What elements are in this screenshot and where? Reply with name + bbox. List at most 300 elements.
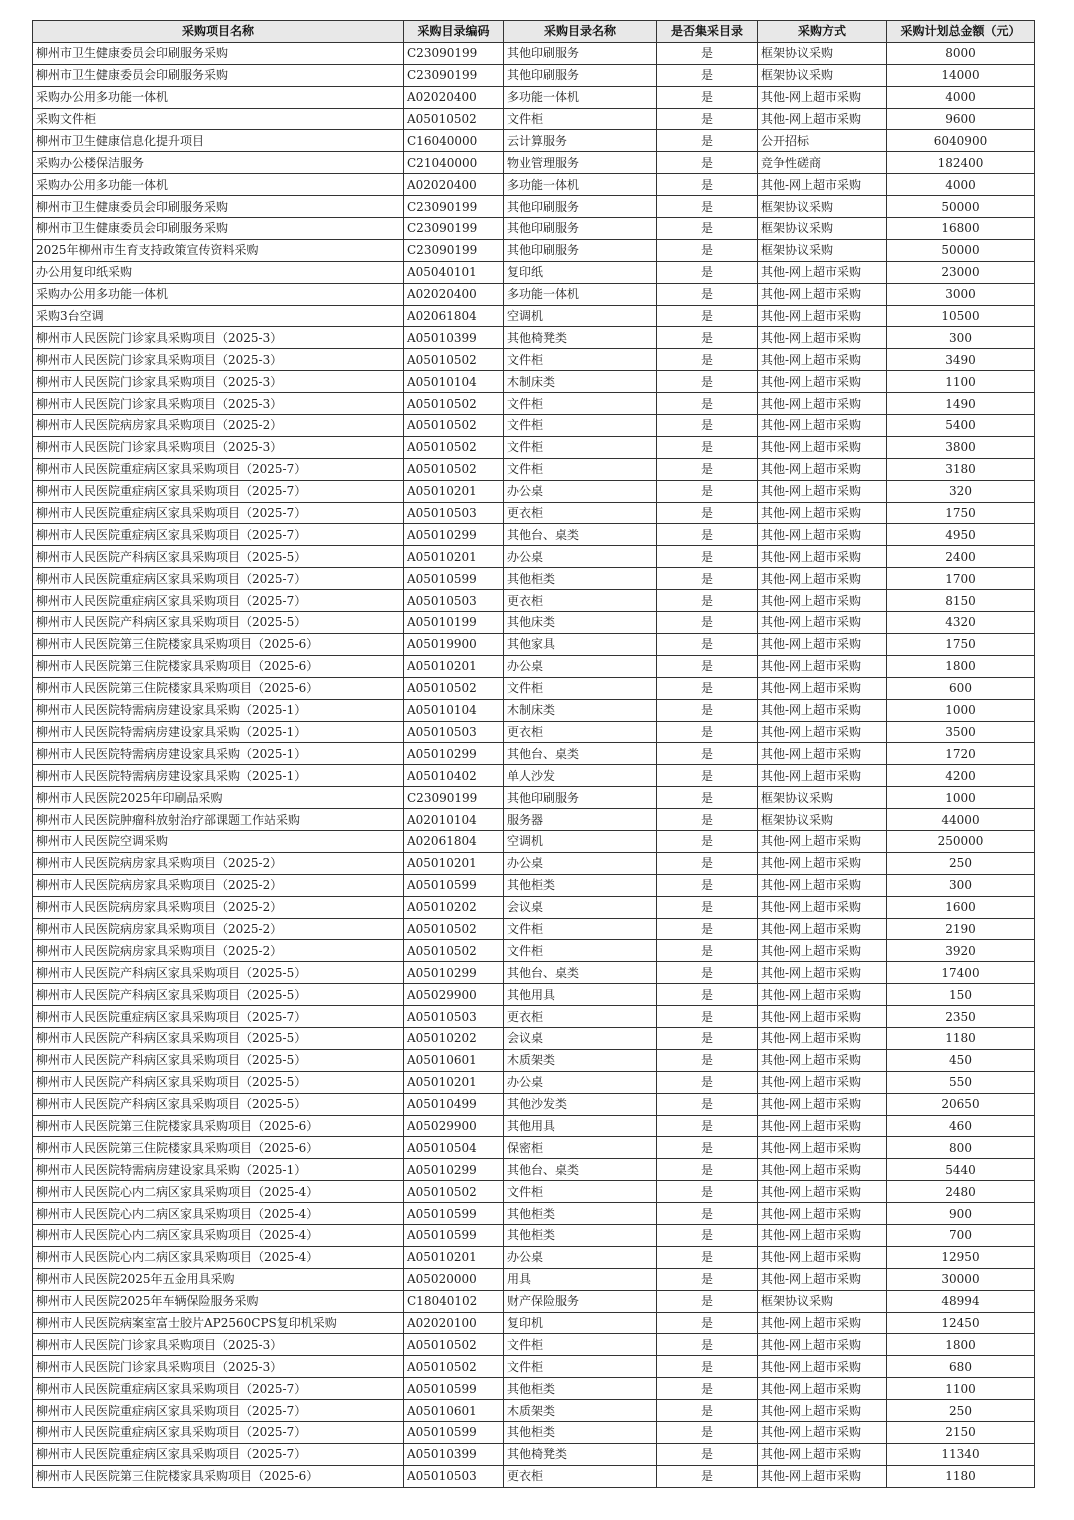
cell-amount: 3800 xyxy=(887,436,1035,458)
cell-catalog-name: 其他柜类 xyxy=(504,874,657,896)
cell-catalog-code: A05040101 xyxy=(404,261,504,283)
table-row xyxy=(33,130,1035,152)
cell-project-name: 柳州市人民医院空调采购 xyxy=(33,830,404,852)
cell-centralized: 是 xyxy=(657,809,758,831)
cell-catalog-code: A05010599 xyxy=(404,1224,504,1246)
cell-centralized: 是 xyxy=(657,393,758,415)
cell-centralized: 是 xyxy=(657,1049,758,1071)
cell-centralized: 是 xyxy=(657,1159,758,1181)
cell-catalog-code: A05029900 xyxy=(404,1115,504,1137)
table-row xyxy=(33,349,1035,371)
cell-catalog-name: 更衣柜 xyxy=(504,1465,657,1487)
cell-project-name: 柳州市人民医院重症病区家具采购项目（2025-7） xyxy=(33,502,404,524)
cell-catalog-code: A05010201 xyxy=(404,1246,504,1268)
cell-catalog-code: A05010599 xyxy=(404,568,504,590)
cell-catalog-code: A05010502 xyxy=(404,1356,504,1378)
cell-method: 竞争性磋商 xyxy=(758,152,887,174)
cell-centralized: 是 xyxy=(657,568,758,590)
cell-catalog-name: 其他椅凳类 xyxy=(504,1443,657,1465)
cell-method: 其他-网上超市采购 xyxy=(758,1443,887,1465)
cell-project-name: 采购办公用多功能一体机 xyxy=(33,86,404,108)
cell-centralized: 是 xyxy=(657,524,758,546)
cell-project-name: 柳州市人民医院产科病区家具采购项目（2025-5） xyxy=(33,1027,404,1049)
table-row xyxy=(33,480,1035,502)
cell-catalog-code: A02020400 xyxy=(404,86,504,108)
cell-catalog-code: A05010503 xyxy=(404,1006,504,1028)
cell-method: 其他-网上超市采购 xyxy=(758,1115,887,1137)
cell-catalog-name: 木质架类 xyxy=(504,1400,657,1422)
cell-amount: 1750 xyxy=(887,633,1035,655)
table-row xyxy=(33,809,1035,831)
table-row xyxy=(33,436,1035,458)
cell-centralized: 是 xyxy=(657,1115,758,1137)
cell-amount: 450 xyxy=(887,1049,1035,1071)
cell-amount: 250000 xyxy=(887,830,1035,852)
cell-amount: 12450 xyxy=(887,1312,1035,1334)
cell-catalog-code: A05010299 xyxy=(404,962,504,984)
table-row xyxy=(33,174,1035,196)
cell-catalog-code: A05010299 xyxy=(404,743,504,765)
cell-project-name: 柳州市人民医院第三住院楼家具采购项目（2025-6） xyxy=(33,655,404,677)
table-row xyxy=(33,152,1035,174)
cell-catalog-name: 其他椅凳类 xyxy=(504,327,657,349)
table-row xyxy=(33,393,1035,415)
cell-project-name: 柳州市卫生健康委员会印刷服务采购 xyxy=(33,64,404,86)
cell-catalog-name: 单人沙发 xyxy=(504,765,657,787)
cell-amount: 250 xyxy=(887,852,1035,874)
cell-project-name: 柳州市人民医院重症病区家具采购项目（2025-7） xyxy=(33,524,404,546)
cell-centralized: 是 xyxy=(657,962,758,984)
cell-method: 其他-网上超市采购 xyxy=(758,1049,887,1071)
cell-method: 其他-网上超市采购 xyxy=(758,896,887,918)
table-header-row xyxy=(33,21,1035,43)
cell-method: 其他-网上超市采购 xyxy=(758,86,887,108)
cell-centralized: 是 xyxy=(657,283,758,305)
header-catalog-name: 采购目录名称 xyxy=(504,21,657,43)
cell-project-name: 柳州市人民医院门诊家具采购项目（2025-3） xyxy=(33,393,404,415)
cell-amount: 1000 xyxy=(887,699,1035,721)
table-row xyxy=(33,1356,1035,1378)
cell-project-name: 柳州市人民医院门诊家具采购项目（2025-3） xyxy=(33,349,404,371)
cell-catalog-code: A05010503 xyxy=(404,502,504,524)
cell-amount: 900 xyxy=(887,1203,1035,1225)
cell-centralized: 是 xyxy=(657,830,758,852)
cell-catalog-code: A05019900 xyxy=(404,633,504,655)
cell-method: 其他-网上超市采购 xyxy=(758,1400,887,1422)
cell-amount: 20650 xyxy=(887,1093,1035,1115)
cell-catalog-code: A05010104 xyxy=(404,699,504,721)
cell-amount: 3180 xyxy=(887,458,1035,480)
cell-method: 其他-网上超市采购 xyxy=(758,1181,887,1203)
cell-method: 其他-网上超市采购 xyxy=(758,283,887,305)
table-row xyxy=(33,1334,1035,1356)
cell-method: 框架协议采购 xyxy=(758,787,887,809)
cell-project-name: 2025年柳州市生育支持政策宣传资料采购 xyxy=(33,239,404,261)
table-row xyxy=(33,218,1035,240)
cell-catalog-name: 文件柜 xyxy=(504,1356,657,1378)
table-row xyxy=(33,1181,1035,1203)
cell-catalog-name: 文件柜 xyxy=(504,1334,657,1356)
cell-method: 其他-网上超市采购 xyxy=(758,1137,887,1159)
cell-catalog-name: 其他台、桌类 xyxy=(504,743,657,765)
cell-catalog-code: A05010502 xyxy=(404,918,504,940)
cell-project-name: 柳州市人民医院重症病区家具采购项目（2025-7） xyxy=(33,1422,404,1444)
cell-method: 其他-网上超市采购 xyxy=(758,765,887,787)
cell-catalog-name: 其他印刷服务 xyxy=(504,239,657,261)
cell-catalog-code: C23090199 xyxy=(404,218,504,240)
cell-project-name: 柳州市人民医院病房家具采购项目（2025-2） xyxy=(33,874,404,896)
cell-method: 其他-网上超市采购 xyxy=(758,349,887,371)
cell-catalog-name: 文件柜 xyxy=(504,1181,657,1203)
cell-centralized: 是 xyxy=(657,743,758,765)
cell-catalog-code: A02010104 xyxy=(404,809,504,831)
cell-method: 其他-网上超市采购 xyxy=(758,1027,887,1049)
cell-centralized: 是 xyxy=(657,612,758,634)
header-amount: 采购计划总金额（元） xyxy=(887,21,1035,43)
cell-amount: 1180 xyxy=(887,1027,1035,1049)
cell-catalog-code: A05010502 xyxy=(404,393,504,415)
cell-catalog-code: A05010201 xyxy=(404,655,504,677)
cell-centralized: 是 xyxy=(657,480,758,502)
cell-centralized: 是 xyxy=(657,984,758,1006)
cell-centralized: 是 xyxy=(657,699,758,721)
cell-catalog-code: A05010503 xyxy=(404,1465,504,1487)
cell-catalog-name: 其他印刷服务 xyxy=(504,64,657,86)
cell-method: 其他-网上超市采购 xyxy=(758,1224,887,1246)
cell-centralized: 是 xyxy=(657,349,758,371)
cell-centralized: 是 xyxy=(657,305,758,327)
cell-amount: 300 xyxy=(887,327,1035,349)
cell-method: 其他-网上超市采购 xyxy=(758,458,887,480)
table-row xyxy=(33,415,1035,437)
table-row xyxy=(33,64,1035,86)
table-row xyxy=(33,1224,1035,1246)
table-row xyxy=(33,1443,1035,1465)
cell-centralized: 是 xyxy=(657,436,758,458)
cell-method: 其他-网上超市采购 xyxy=(758,721,887,743)
table-row xyxy=(33,1093,1035,1115)
cell-catalog-name: 其他印刷服务 xyxy=(504,787,657,809)
cell-catalog-name: 物业管理服务 xyxy=(504,152,657,174)
cell-centralized: 是 xyxy=(657,1071,758,1093)
cell-catalog-code: C23090199 xyxy=(404,42,504,64)
cell-method: 其他-网上超市采购 xyxy=(758,1422,887,1444)
cell-amount: 50000 xyxy=(887,196,1035,218)
cell-method: 框架协议采购 xyxy=(758,64,887,86)
cell-method: 框架协议采购 xyxy=(758,1290,887,1312)
cell-catalog-code: A02061804 xyxy=(404,305,504,327)
cell-project-name: 柳州市人民医院产科病区家具采购项目（2025-5） xyxy=(33,962,404,984)
cell-catalog-name: 木质架类 xyxy=(504,1049,657,1071)
cell-centralized: 是 xyxy=(657,765,758,787)
cell-catalog-name: 文件柜 xyxy=(504,436,657,458)
cell-catalog-name: 文件柜 xyxy=(504,677,657,699)
cell-amount: 1100 xyxy=(887,371,1035,393)
cell-project-name: 柳州市卫生健康委员会印刷服务采购 xyxy=(33,218,404,240)
cell-method: 框架协议采购 xyxy=(758,809,887,831)
cell-method: 其他-网上超市采购 xyxy=(758,1246,887,1268)
table-row xyxy=(33,196,1035,218)
cell-method: 其他-网上超市采购 xyxy=(758,261,887,283)
cell-project-name: 柳州市人民医院门诊家具采购项目（2025-3） xyxy=(33,1334,404,1356)
header-catalog-code: 采购目录编码 xyxy=(404,21,504,43)
cell-amount: 1800 xyxy=(887,655,1035,677)
cell-centralized: 是 xyxy=(657,458,758,480)
cell-centralized: 是 xyxy=(657,874,758,896)
cell-centralized: 是 xyxy=(657,1378,758,1400)
cell-catalog-code: A05010599 xyxy=(404,874,504,896)
header-method: 采购方式 xyxy=(758,21,887,43)
table-row xyxy=(33,1312,1035,1334)
table-row xyxy=(33,940,1035,962)
cell-method: 其他-网上超市采购 xyxy=(758,699,887,721)
cell-project-name: 柳州市人民医院第三住院楼家具采购项目（2025-6） xyxy=(33,1465,404,1487)
cell-catalog-code: A05010504 xyxy=(404,1137,504,1159)
cell-centralized: 是 xyxy=(657,218,758,240)
cell-project-name: 柳州市人民医院心内二病区家具采购项目（2025-4） xyxy=(33,1246,404,1268)
cell-catalog-name: 文件柜 xyxy=(504,918,657,940)
cell-amount: 5400 xyxy=(887,415,1035,437)
cell-method: 其他-网上超市采购 xyxy=(758,633,887,655)
cell-amount: 50000 xyxy=(887,239,1035,261)
cell-catalog-name: 其他印刷服务 xyxy=(504,218,657,240)
cell-project-name: 采购3台空调 xyxy=(33,305,404,327)
cell-amount: 1700 xyxy=(887,568,1035,590)
cell-project-name: 柳州市人民医院肿瘤科放射治疗部课题工作站采购 xyxy=(33,809,404,831)
cell-centralized: 是 xyxy=(657,1137,758,1159)
cell-project-name: 柳州市人民医院病房家具采购项目（2025-2） xyxy=(33,852,404,874)
cell-centralized: 是 xyxy=(657,261,758,283)
cell-catalog-code: A02020400 xyxy=(404,174,504,196)
cell-project-name: 办公用复印纸采购 xyxy=(33,261,404,283)
cell-catalog-code: C21040000 xyxy=(404,152,504,174)
cell-method: 其他-网上超市采购 xyxy=(758,546,887,568)
cell-method: 其他-网上超市采购 xyxy=(758,830,887,852)
cell-amount: 9600 xyxy=(887,108,1035,130)
cell-centralized: 是 xyxy=(657,896,758,918)
cell-centralized: 是 xyxy=(657,633,758,655)
cell-catalog-code: A05010499 xyxy=(404,1093,504,1115)
cell-catalog-name: 更衣柜 xyxy=(504,721,657,743)
cell-centralized: 是 xyxy=(657,1422,758,1444)
table-row xyxy=(33,1049,1035,1071)
cell-project-name: 柳州市人民医院病房家具采购项目（2025-2） xyxy=(33,940,404,962)
cell-method: 其他-网上超市采购 xyxy=(758,1071,887,1093)
table-row xyxy=(33,327,1035,349)
cell-amount: 1000 xyxy=(887,787,1035,809)
cell-amount: 3490 xyxy=(887,349,1035,371)
cell-project-name: 柳州市人民医院特需病房建设家具采购（2025-1） xyxy=(33,765,404,787)
table-row xyxy=(33,1465,1035,1487)
cell-centralized: 是 xyxy=(657,590,758,612)
cell-project-name: 采购办公用多功能一体机 xyxy=(33,174,404,196)
cell-catalog-name: 用具 xyxy=(504,1268,657,1290)
cell-catalog-name: 办公桌 xyxy=(504,655,657,677)
cell-project-name: 柳州市人民医院产科病区家具采购项目（2025-5） xyxy=(33,1071,404,1093)
cell-catalog-name: 多功能一体机 xyxy=(504,86,657,108)
cell-method: 其他-网上超市采购 xyxy=(758,327,887,349)
cell-project-name: 柳州市人民医院产科病区家具采购项目（2025-5） xyxy=(33,612,404,634)
cell-catalog-name: 其他台、桌类 xyxy=(504,962,657,984)
cell-method: 其他-网上超市采购 xyxy=(758,612,887,634)
cell-centralized: 是 xyxy=(657,1006,758,1028)
cell-project-name: 柳州市人民医院2025年五金用具采购 xyxy=(33,1268,404,1290)
cell-centralized: 是 xyxy=(657,1246,758,1268)
table-row xyxy=(33,1115,1035,1137)
table-row xyxy=(33,42,1035,64)
table-row xyxy=(33,108,1035,130)
cell-project-name: 柳州市人民医院心内二病区家具采购项目（2025-4） xyxy=(33,1181,404,1203)
table-row xyxy=(33,86,1035,108)
table-row xyxy=(33,1071,1035,1093)
cell-amount: 48994 xyxy=(887,1290,1035,1312)
cell-catalog-code: A05010402 xyxy=(404,765,504,787)
cell-project-name: 柳州市人民医院重症病区家具采购项目（2025-7） xyxy=(33,1443,404,1465)
cell-catalog-code: A05010199 xyxy=(404,612,504,634)
table-row xyxy=(33,874,1035,896)
cell-method: 其他-网上超市采购 xyxy=(758,852,887,874)
cell-catalog-name: 其他柜类 xyxy=(504,1422,657,1444)
cell-project-name: 柳州市人民医院心内二病区家具采购项目（2025-4） xyxy=(33,1224,404,1246)
cell-catalog-name: 更衣柜 xyxy=(504,1006,657,1028)
cell-amount: 10500 xyxy=(887,305,1035,327)
cell-amount: 44000 xyxy=(887,809,1035,831)
cell-project-name: 柳州市人民医院2025年印刷品采购 xyxy=(33,787,404,809)
cell-method: 其他-网上超市采购 xyxy=(758,918,887,940)
cell-project-name: 柳州市人民医院门诊家具采购项目（2025-3） xyxy=(33,1356,404,1378)
cell-method: 其他-网上超市采购 xyxy=(758,1312,887,1334)
cell-centralized: 是 xyxy=(657,721,758,743)
table-row xyxy=(33,546,1035,568)
cell-centralized: 是 xyxy=(657,1312,758,1334)
table-body xyxy=(33,42,1035,1487)
cell-catalog-name: 其他柜类 xyxy=(504,568,657,590)
cell-method: 其他-网上超市采购 xyxy=(758,415,887,437)
cell-catalog-name: 服务器 xyxy=(504,809,657,831)
cell-method: 其他-网上超市采购 xyxy=(758,1006,887,1028)
cell-project-name: 柳州市人民医院病案室富士胶片AP2560CPS复印机采购 xyxy=(33,1312,404,1334)
cell-project-name: 采购办公楼保洁服务 xyxy=(33,152,404,174)
cell-project-name: 柳州市人民医院重症病区家具采购项目（2025-7） xyxy=(33,1400,404,1422)
cell-amount: 3000 xyxy=(887,283,1035,305)
cell-amount: 800 xyxy=(887,1137,1035,1159)
cell-catalog-name: 木制床类 xyxy=(504,699,657,721)
cell-amount: 680 xyxy=(887,1356,1035,1378)
cell-amount: 1490 xyxy=(887,393,1035,415)
cell-centralized: 是 xyxy=(657,677,758,699)
cell-catalog-name: 空调机 xyxy=(504,305,657,327)
table-row xyxy=(33,371,1035,393)
cell-centralized: 是 xyxy=(657,1093,758,1115)
cell-catalog-name: 保密柜 xyxy=(504,1137,657,1159)
cell-amount: 6040900 xyxy=(887,130,1035,152)
cell-catalog-name: 其他印刷服务 xyxy=(504,196,657,218)
cell-project-name: 柳州市人民医院重症病区家具采购项目（2025-7） xyxy=(33,568,404,590)
cell-catalog-code: C23090199 xyxy=(404,64,504,86)
cell-catalog-code: A05010399 xyxy=(404,327,504,349)
table-row xyxy=(33,962,1035,984)
cell-catalog-name: 其他印刷服务 xyxy=(504,42,657,64)
cell-centralized: 是 xyxy=(657,1400,758,1422)
cell-amount: 30000 xyxy=(887,1268,1035,1290)
table-row xyxy=(33,852,1035,874)
cell-catalog-code: A05010299 xyxy=(404,1159,504,1181)
cell-centralized: 是 xyxy=(657,174,758,196)
cell-project-name: 柳州市人民医院特需病房建设家具采购（2025-1） xyxy=(33,699,404,721)
table-row xyxy=(33,1268,1035,1290)
cell-centralized: 是 xyxy=(657,64,758,86)
cell-catalog-name: 其他用具 xyxy=(504,984,657,1006)
cell-centralized: 是 xyxy=(657,415,758,437)
cell-catalog-name: 会议桌 xyxy=(504,1027,657,1049)
table-row xyxy=(33,765,1035,787)
cell-catalog-code: A05010599 xyxy=(404,1203,504,1225)
cell-project-name: 柳州市人民医院产科病区家具采购项目（2025-5） xyxy=(33,1049,404,1071)
table-row xyxy=(33,1203,1035,1225)
cell-amount: 150 xyxy=(887,984,1035,1006)
cell-amount: 16800 xyxy=(887,218,1035,240)
cell-catalog-code: A05010502 xyxy=(404,1181,504,1203)
cell-method: 其他-网上超市采购 xyxy=(758,1378,887,1400)
cell-method: 框架协议采购 xyxy=(758,196,887,218)
cell-catalog-code: A05010502 xyxy=(404,415,504,437)
cell-method: 其他-网上超市采购 xyxy=(758,174,887,196)
cell-catalog-name: 办公桌 xyxy=(504,480,657,502)
cell-catalog-name: 其他柜类 xyxy=(504,1203,657,1225)
cell-centralized: 是 xyxy=(657,108,758,130)
cell-amount: 182400 xyxy=(887,152,1035,174)
cell-catalog-name: 会议桌 xyxy=(504,896,657,918)
cell-project-name: 采购文件柜 xyxy=(33,108,404,130)
cell-catalog-name: 复印纸 xyxy=(504,261,657,283)
cell-project-name: 柳州市人民医院重症病区家具采购项目（2025-7） xyxy=(33,1378,404,1400)
cell-method: 其他-网上超市采购 xyxy=(758,1334,887,1356)
cell-project-name: 柳州市人民医院病房家具采购项目（2025-2） xyxy=(33,415,404,437)
cell-catalog-name: 其他台、桌类 xyxy=(504,1159,657,1181)
cell-amount: 2350 xyxy=(887,1006,1035,1028)
table-row xyxy=(33,524,1035,546)
cell-centralized: 是 xyxy=(657,1224,758,1246)
cell-catalog-name: 办公桌 xyxy=(504,546,657,568)
cell-method: 框架协议采购 xyxy=(758,218,887,240)
table-row xyxy=(33,918,1035,940)
table-row xyxy=(33,1159,1035,1181)
cell-catalog-name: 更衣柜 xyxy=(504,502,657,524)
cell-catalog-code: A05010601 xyxy=(404,1049,504,1071)
cell-catalog-name: 复印机 xyxy=(504,1312,657,1334)
procurement-plan-table xyxy=(32,20,1035,1488)
table-row xyxy=(33,458,1035,480)
cell-method: 其他-网上超市采购 xyxy=(758,677,887,699)
cell-centralized: 是 xyxy=(657,239,758,261)
table-row xyxy=(33,743,1035,765)
cell-catalog-code: A05010201 xyxy=(404,480,504,502)
cell-project-name: 柳州市人民医院第三住院楼家具采购项目（2025-6） xyxy=(33,1137,404,1159)
cell-catalog-code: A05010502 xyxy=(404,940,504,962)
cell-method: 其他-网上超市采购 xyxy=(758,984,887,1006)
cell-catalog-name: 其他床类 xyxy=(504,612,657,634)
cell-catalog-code: A05010502 xyxy=(404,677,504,699)
cell-amount: 2480 xyxy=(887,1181,1035,1203)
cell-method: 其他-网上超市采购 xyxy=(758,1203,887,1225)
cell-project-name: 柳州市人民医院病房家具采购项目（2025-2） xyxy=(33,896,404,918)
cell-catalog-name: 财产保险服务 xyxy=(504,1290,657,1312)
cell-centralized: 是 xyxy=(657,546,758,568)
table-row xyxy=(33,984,1035,1006)
cell-method: 其他-网上超市采购 xyxy=(758,1268,887,1290)
table-row xyxy=(33,1400,1035,1422)
cell-amount: 1180 xyxy=(887,1465,1035,1487)
